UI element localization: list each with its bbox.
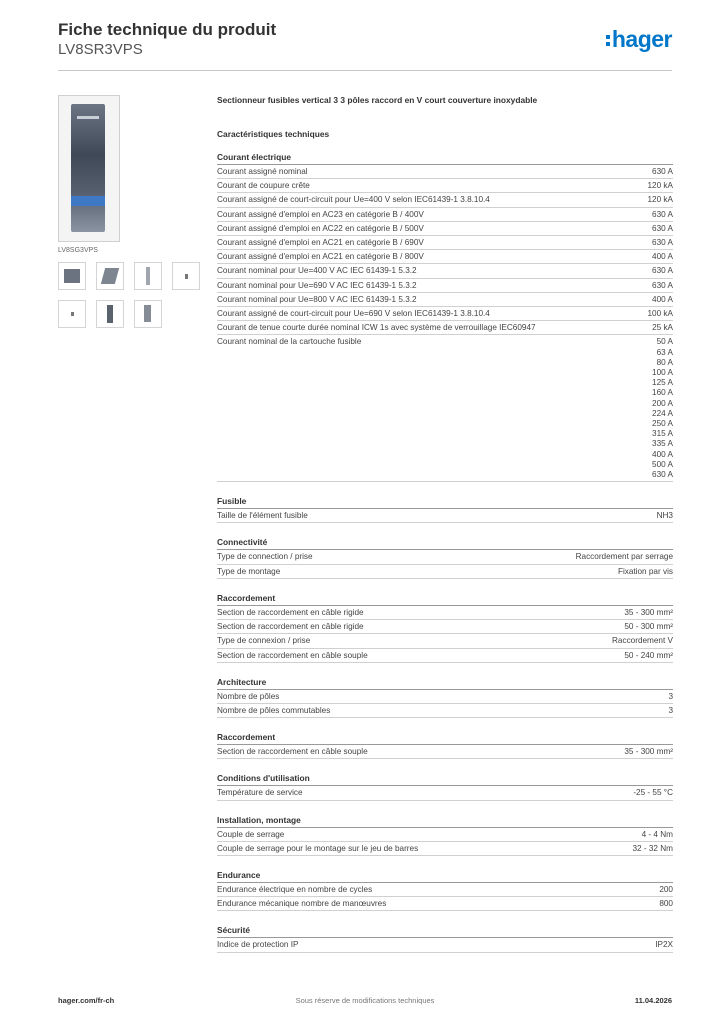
specifications-content	[217, 95, 673, 953]
spec-value: 200	[659, 884, 673, 894]
spec-value: 800	[659, 899, 673, 909]
spec-label: Courant de tenue courte durée nominal ICW 1s avec système de verrouillage IEC60947	[217, 323, 536, 333]
spec-label: Courant assigné d'emploi en AC21 en catégorie B / 690V	[217, 238, 424, 248]
spec-row	[217, 842, 673, 856]
section-title: Conditions d'utilisation	[217, 773, 673, 786]
footer-website-link[interactable]: hager.com/fr-ch	[58, 996, 115, 1005]
spec-value: 25 kA	[652, 323, 673, 333]
spec-row	[217, 193, 673, 207]
section-title: Endurance	[217, 870, 673, 883]
spec-row	[217, 293, 673, 307]
spec-value: 630 A	[652, 209, 673, 219]
spec-row	[217, 649, 673, 663]
spec-sections	[217, 152, 673, 953]
spec-row	[217, 165, 673, 179]
spec-value: 35 - 300 mm²	[624, 607, 673, 617]
spec-row	[217, 606, 673, 620]
spec-value: 400 A	[652, 252, 673, 262]
spec-label: Couple de serrage	[217, 829, 285, 839]
spec-label: Courant assigné d'emploi en AC23 en catégorie B / 400V	[217, 209, 424, 219]
spec-label: Indice de protection IP	[217, 940, 299, 950]
spec-value: 630 A	[652, 167, 673, 176]
spec-value: 400 A	[652, 294, 673, 304]
spec-label: Courant de coupure crête	[217, 181, 310, 191]
product-images	[58, 95, 208, 328]
spec-value: 3	[668, 691, 673, 701]
section-title: Fusible	[217, 496, 673, 509]
spec-section	[217, 925, 673, 952]
characteristics-heading: Caractéristiques techniques	[217, 129, 330, 139]
document-title: Fiche technique du produit	[58, 20, 277, 39]
spec-row	[217, 938, 673, 952]
product-description: Sectionneur fusibles vertical 3 3 pôles raccord en V court couverture inoxydable	[217, 95, 538, 105]
section-title: Installation, montage	[217, 815, 673, 828]
spec-label: Courant assigné de court-circuit pour Ue=690 V selon IEC61439-1 3.8.10.4	[217, 309, 490, 319]
spec-row	[217, 250, 673, 264]
spec-row	[217, 335, 673, 482]
spec-row	[217, 786, 673, 800]
spec-row	[217, 634, 673, 648]
spec-label: Type de connexion / prise	[217, 636, 311, 646]
spec-label: Nombre de pôles	[217, 691, 280, 701]
main-product-image[interactable]	[58, 95, 120, 242]
section-title: Sécurité	[217, 925, 673, 938]
spec-value: Raccordement V	[612, 636, 673, 646]
spec-value: 50 A 63 A 80 A 100 A 125 A 160 A 200 A 224 A 250 A 315 A 335 A 400 A 500 A 630 A	[652, 337, 673, 480]
section-title: Connectivité	[217, 537, 673, 550]
spec-value: 32 - 32 Nm	[632, 843, 673, 853]
spec-label: Courant assigné d'emploi en AC21 en catégorie B / 800V	[217, 252, 424, 262]
spec-section	[217, 773, 673, 800]
spec-row	[217, 620, 673, 634]
spec-section	[217, 496, 673, 523]
spec-row	[217, 565, 673, 579]
spec-label: Taille de l'élément fusible	[217, 511, 308, 521]
spec-label: Courant assigné de court-circuit pour Ue=400 V selon IEC61439-1 3.8.10.4	[217, 195, 490, 205]
page-header	[58, 20, 672, 71]
spec-value: 50 - 240 mm²	[624, 650, 673, 660]
spec-label: Section de raccordement en câble souple	[217, 747, 368, 757]
thumbnail-grid	[58, 262, 208, 328]
product-reference: LV8SR3VPS	[58, 41, 143, 58]
spec-label: Courant assigné d'emploi en AC22 en catégorie B / 500V	[217, 223, 424, 233]
mounted-view-icon[interactable]	[96, 262, 124, 290]
spec-section	[217, 537, 673, 578]
spec-row	[217, 897, 673, 911]
spec-row	[217, 279, 673, 293]
spec-section	[217, 815, 673, 856]
section-title: Courant électrique	[217, 152, 673, 165]
spec-row	[217, 307, 673, 321]
footer-disclaimer: Sous réserve de modifications techniques	[295, 996, 435, 1005]
handle-icon[interactable]	[96, 300, 124, 328]
section-title: Raccordement	[217, 732, 673, 745]
spec-row	[217, 208, 673, 222]
spec-label: Courant nominal pour Ue=800 V AC IEC 61439-1 5.3.2	[217, 294, 417, 304]
spec-label: Courant nominal pour Ue=690 V AC IEC 61439-1 5.3.2	[217, 280, 417, 290]
spec-label: Type de montage	[217, 566, 281, 576]
spec-label: Endurance mécanique nombre de manœuvres	[217, 899, 387, 909]
spec-value: 4 - 4 Nm	[641, 829, 673, 839]
spec-value: 120 kA	[647, 195, 673, 205]
spec-label: Température de service	[217, 788, 303, 798]
spec-value: 630 A	[652, 280, 673, 290]
spec-label: Section de raccordement en câble rigide	[217, 622, 364, 632]
spec-value: 630 A	[652, 238, 673, 248]
spec-label: Couple de serrage pour le montage sur le jeu de barres	[217, 843, 419, 853]
spec-label: Nombre de pôles commutables	[217, 705, 331, 715]
spec-value: 120 kA	[647, 181, 673, 191]
hager-logo: hager	[606, 26, 672, 53]
section-title: Raccordement	[217, 593, 673, 606]
spec-row	[217, 828, 673, 842]
small-part-icon[interactable]	[58, 300, 86, 328]
spec-value: 630 A	[652, 223, 673, 233]
spec-label: Section de raccordement en câble rigide	[217, 607, 364, 617]
spec-value: 100 kA	[647, 309, 673, 319]
spec-value: 630 A	[652, 266, 673, 276]
logo-dots-icon	[606, 32, 610, 49]
spec-row	[217, 704, 673, 718]
spec-label: Endurance électrique en nombre de cycles	[217, 884, 373, 894]
spec-label: Type de connection / prise	[217, 552, 313, 562]
spec-row	[217, 745, 673, 759]
spec-label: Section de raccordement en câble souple	[217, 650, 368, 660]
rear-view-icon[interactable]	[172, 262, 200, 290]
cover-icon[interactable]	[134, 300, 162, 328]
spec-label: Courant nominal de la cartouche fusible	[217, 337, 362, 347]
spec-value: -25 - 55 °C	[633, 788, 673, 798]
spec-value: 35 - 300 mm²	[624, 747, 673, 757]
spec-row	[217, 222, 673, 236]
main-image-caption: LV8SG3VPS	[58, 247, 98, 254]
spec-row	[217, 883, 673, 897]
spec-value: IP2X	[655, 940, 673, 950]
spec-label: Courant assigné nominal	[217, 167, 308, 176]
spec-section	[217, 732, 673, 759]
spec-row	[217, 236, 673, 250]
spec-value: Fixation par vis	[617, 566, 673, 576]
spec-section	[217, 593, 673, 663]
spec-row	[217, 264, 673, 278]
spec-row	[217, 690, 673, 704]
spec-section	[217, 677, 673, 718]
spec-row	[217, 550, 673, 564]
page-footer	[58, 996, 672, 1012]
spec-section	[217, 152, 673, 482]
spec-label: Courant nominal pour Ue=400 V AC IEC 61439-1 5.3.2	[217, 266, 417, 276]
section-title: Architecture	[217, 677, 673, 690]
spec-value: 50 - 300 mm²	[624, 622, 673, 632]
spec-row	[217, 509, 673, 523]
footer-date: 11.04.2026	[634, 996, 672, 1005]
spec-row	[217, 179, 673, 193]
side-view-icon[interactable]	[134, 262, 162, 290]
spec-value: Raccordement par serrage	[575, 552, 673, 562]
spec-value: NH3	[656, 511, 673, 521]
spec-row	[217, 321, 673, 335]
spec-value: 3	[668, 705, 673, 715]
spec-section	[217, 870, 673, 911]
product-photo-icon[interactable]	[58, 262, 86, 290]
